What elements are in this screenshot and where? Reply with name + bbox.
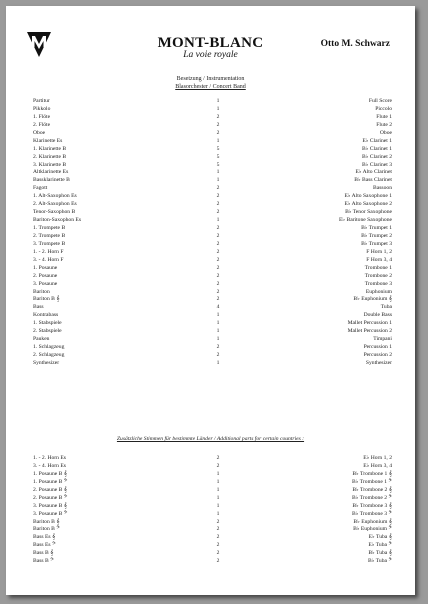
part-name-german: Bassklarinette B bbox=[33, 177, 70, 184]
part-count: 2 bbox=[216, 462, 220, 469]
part-name-german: 3. Trompete B bbox=[33, 240, 66, 247]
part-name-english: B♭ Trombone 3 𝄞 bbox=[352, 502, 392, 509]
part-count: 1 bbox=[216, 312, 220, 319]
part-row bbox=[33, 344, 392, 352]
part-name-english: Tuba bbox=[380, 304, 392, 311]
part-row bbox=[33, 511, 392, 519]
part-name-german: 1. Alt-Saxophon Es bbox=[33, 193, 77, 200]
part-name-german: Oboe bbox=[33, 129, 46, 136]
part-count: 1 bbox=[216, 494, 220, 501]
part-name-german: 2. Posaune bbox=[33, 272, 58, 279]
part-name-english: B♭ Bass Clarinet bbox=[354, 177, 392, 184]
part-name-english: B♭ Trumpet 1 bbox=[361, 225, 392, 231]
part-row bbox=[33, 122, 392, 130]
part-count: 1 bbox=[216, 486, 220, 493]
part-row bbox=[33, 130, 392, 138]
part-name-german: Klarinette Es bbox=[33, 137, 63, 144]
part-row bbox=[33, 217, 392, 225]
part-row bbox=[33, 328, 392, 336]
part-name-english: B♭ Trombone 2 𝄢 bbox=[352, 494, 392, 501]
part-name-english: B♭ Euphonium 𝄞 bbox=[353, 296, 392, 303]
part-count: 2 bbox=[216, 518, 220, 525]
part-count: 2 bbox=[216, 264, 220, 271]
part-name-english: E♭ Horn 3, 4 bbox=[363, 462, 392, 469]
part-count: 1 bbox=[216, 502, 220, 509]
part-count: 2 bbox=[216, 272, 220, 279]
part-name-english: B♭ Tenor Saxophone bbox=[345, 209, 392, 216]
part-count: 1 bbox=[216, 328, 220, 335]
part-name-german: 1. Posaune bbox=[33, 264, 58, 271]
part-name-english: B♭ Clarinet 3 bbox=[362, 161, 392, 168]
part-name-german: Bariton B 𝄞 bbox=[33, 518, 60, 525]
part-row bbox=[33, 471, 392, 479]
part-name-german: Tenor-Saxophon B bbox=[33, 209, 76, 216]
part-count: 5 bbox=[216, 145, 220, 152]
part-row bbox=[33, 495, 392, 503]
part-name-german: 1. Schlagzeug bbox=[33, 344, 65, 351]
part-name-german: 1. Klarinette B bbox=[33, 145, 67, 152]
part-name-german: Bass bbox=[33, 304, 44, 311]
part-count: 1 bbox=[216, 320, 220, 327]
part-count: 2 bbox=[216, 558, 220, 565]
part-count: 2 bbox=[216, 113, 220, 120]
part-name-german: Synthesizer bbox=[33, 359, 60, 366]
part-name-english: F Horn 3, 4 bbox=[366, 256, 392, 263]
part-row bbox=[33, 233, 392, 241]
part-name-german: Pikkolo bbox=[33, 105, 51, 112]
part-name-german: 1. - 2. Horn F bbox=[33, 248, 64, 255]
part-row bbox=[33, 296, 392, 304]
part-count: 2 bbox=[216, 352, 220, 358]
part-name-german: Bass B 𝄞 bbox=[33, 550, 54, 557]
part-row bbox=[33, 162, 392, 170]
part-name-english: B♭ Tuba 𝄞 bbox=[368, 550, 392, 557]
part-name-english: E♭ Clarinet 1 bbox=[362, 137, 392, 144]
part-count: 2 bbox=[216, 193, 220, 200]
part-name-german: Partitur bbox=[33, 98, 50, 104]
part-count: 2 bbox=[216, 129, 220, 136]
part-name-english: B♭ Trumpet 2 bbox=[361, 232, 392, 239]
part-count: 2 bbox=[216, 240, 220, 247]
part-count: 2 bbox=[216, 550, 220, 557]
part-row bbox=[33, 201, 392, 209]
part-count: 2 bbox=[216, 542, 220, 549]
part-name-german: 1. - 2. Horn Es bbox=[33, 455, 66, 461]
part-row bbox=[33, 138, 392, 146]
part-name-german: Bariton bbox=[33, 288, 50, 295]
part-row bbox=[33, 225, 392, 233]
part-name-english: E♭ Horn 1, 2 bbox=[363, 455, 392, 461]
part-count: 1 bbox=[216, 336, 220, 343]
additional-parts-heading: Zusätzliche Stimmen für bestimmte Länder / Additional parts for certain countries : bbox=[116, 436, 305, 442]
band-heading: Blasorchester / Concert Band bbox=[175, 84, 246, 90]
part-name-german: 2. Posaune B 𝄢 bbox=[33, 494, 68, 501]
part-row bbox=[33, 193, 392, 201]
part-name-english: Euphonium bbox=[365, 288, 392, 295]
part-name-german: 1. Flöte bbox=[33, 113, 51, 120]
part-count: 2 bbox=[216, 185, 220, 192]
part-count: 2 bbox=[216, 280, 220, 287]
part-row bbox=[33, 526, 392, 534]
part-name-english: Piccolo bbox=[375, 105, 392, 112]
part-name-german: Pauken bbox=[33, 336, 50, 343]
part-row bbox=[33, 534, 392, 542]
part-name-german: Altklarinette Es bbox=[33, 169, 69, 176]
part-row bbox=[33, 352, 392, 360]
part-name-german: 3. - 4. Horn F bbox=[33, 256, 64, 263]
part-name-german: 2. Stabspiele bbox=[33, 328, 62, 335]
part-count: 2 bbox=[216, 344, 220, 351]
part-name-german: 1. Posaune B 𝄢 bbox=[33, 478, 68, 485]
part-row bbox=[33, 336, 392, 344]
part-row bbox=[33, 558, 392, 566]
part-row bbox=[33, 265, 392, 273]
part-name-german: Bass Es 𝄢 bbox=[33, 542, 56, 549]
part-row bbox=[33, 312, 392, 320]
part-name-english: E♭ Alto Saxophone 2 bbox=[344, 201, 392, 208]
part-count: 2 bbox=[216, 209, 220, 216]
part-name-german: 3. Posaune bbox=[33, 280, 58, 287]
part-name-english: Trombone 1 bbox=[364, 264, 392, 271]
part-name-english: B♭ Trombone 1 𝄞 bbox=[352, 470, 392, 477]
part-name-english: Trombone 2 bbox=[364, 272, 392, 279]
part-row bbox=[33, 289, 392, 297]
part-row bbox=[33, 479, 392, 487]
part-count: 1 bbox=[216, 98, 220, 104]
score-page bbox=[6, 6, 415, 595]
part-count: 1 bbox=[216, 359, 220, 366]
part-row bbox=[33, 304, 392, 312]
part-name-german: Bariton B 𝄢 bbox=[33, 526, 60, 533]
instrumentation-heading: Besetzung / Instrumentation bbox=[176, 76, 245, 82]
part-count: 2 bbox=[216, 201, 220, 208]
part-name-german: 2. Klarinette B bbox=[33, 153, 67, 160]
part-name-english: Full Score bbox=[368, 98, 392, 104]
piece-title: MONT-BLANC bbox=[157, 35, 264, 51]
part-row bbox=[33, 320, 392, 328]
part-count: 1 bbox=[216, 478, 220, 485]
part-count: 2 bbox=[216, 455, 220, 461]
composer-name: Otto M. Schwarz bbox=[320, 39, 390, 49]
part-count: 2 bbox=[216, 248, 220, 255]
part-name-german: 3. Klarinette B bbox=[33, 161, 67, 168]
part-row bbox=[33, 360, 392, 368]
part-name-english: Trombone 3 bbox=[364, 280, 392, 287]
part-count: 2 bbox=[216, 256, 220, 263]
part-row bbox=[33, 463, 392, 471]
part-name-english: E♭ Baritone Saxophone bbox=[339, 217, 392, 224]
part-count: 4 bbox=[216, 304, 220, 311]
part-row bbox=[33, 177, 392, 185]
part-name-english: B♭ Clarinet 2 bbox=[362, 153, 392, 160]
part-name-english: Bassoon bbox=[373, 185, 392, 192]
part-row bbox=[33, 154, 392, 162]
part-count: 1 bbox=[216, 169, 220, 176]
part-row bbox=[33, 106, 392, 114]
part-count: 5 bbox=[216, 161, 220, 168]
part-name-english: B♭ Trombone 3 𝄢 bbox=[352, 510, 392, 517]
part-name-english: E♭ Alto Saxophone 1 bbox=[344, 193, 392, 200]
part-name-german: 1. Stabspiele bbox=[33, 320, 62, 327]
part-name-english: Flute 2 bbox=[376, 121, 392, 128]
part-name-german: 2. Trompete B bbox=[33, 232, 66, 239]
part-count: 2 bbox=[216, 296, 220, 303]
part-row bbox=[33, 281, 392, 289]
part-row bbox=[33, 241, 392, 249]
part-row bbox=[33, 146, 392, 154]
part-count: 2 bbox=[216, 534, 220, 541]
part-name-german: 2. Alt-Saxophon Es bbox=[33, 201, 77, 208]
part-name-english: B♭ Euphonium 𝄢 bbox=[353, 526, 392, 533]
part-name-german: Bass Es 𝄞 bbox=[33, 534, 56, 541]
part-row bbox=[33, 273, 392, 281]
part-name-german: 3. Posaune B 𝄢 bbox=[33, 510, 68, 517]
part-name-english: Double Bass bbox=[363, 312, 392, 319]
part-name-english: Synthesizer bbox=[365, 359, 392, 366]
part-name-english: F Horn 1, 2 bbox=[366, 248, 392, 255]
part-name-english: Oboe bbox=[379, 129, 392, 136]
part-row bbox=[33, 503, 392, 511]
part-name-english: B♭ Clarinet 1 bbox=[362, 145, 392, 152]
parts-list bbox=[33, 98, 392, 368]
part-name-english: Mallet Percussion 1 bbox=[347, 320, 392, 327]
additional-parts-list bbox=[33, 455, 392, 566]
part-count: 1 bbox=[216, 470, 220, 477]
part-name-german: 2. Flöte bbox=[33, 121, 51, 128]
part-name-english: Timpani bbox=[373, 336, 392, 343]
part-row bbox=[33, 114, 392, 122]
piece-subtitle: La voie royale bbox=[183, 50, 238, 60]
part-row bbox=[33, 98, 392, 106]
part-name-german: Fagott bbox=[33, 185, 48, 192]
part-count: 1 bbox=[216, 217, 220, 224]
part-row bbox=[33, 257, 392, 265]
part-row bbox=[33, 209, 392, 217]
part-row bbox=[33, 455, 392, 463]
part-count: 2 bbox=[216, 121, 220, 128]
part-name-german: 3. - 4. Horn Es bbox=[33, 462, 66, 469]
part-name-english: B♭ Trombone 2 𝄞 bbox=[352, 486, 392, 493]
part-name-english: B♭ Euphonium 𝄞 bbox=[353, 518, 392, 525]
part-name-english: B♭ Trumpet 3 bbox=[361, 240, 392, 247]
part-name-english: Mallet Percussion 2 bbox=[347, 328, 392, 335]
part-name-english: E♭ Tuba 𝄞 bbox=[368, 534, 392, 541]
part-row bbox=[33, 249, 392, 257]
part-row bbox=[33, 185, 392, 193]
part-row bbox=[33, 542, 392, 550]
part-name-german: 1. Posaune B 𝄞 bbox=[33, 470, 68, 477]
part-count: 1 bbox=[216, 105, 220, 112]
part-name-german: 1. Trompete B bbox=[33, 225, 66, 231]
part-name-german: Bariton B 𝄞 bbox=[33, 296, 60, 303]
part-count: 1 bbox=[216, 177, 220, 184]
part-name-english: Percussion 1 bbox=[363, 344, 392, 351]
part-name-german: 3. Posaune B 𝄞 bbox=[33, 502, 68, 509]
part-name-german: Kontrabass bbox=[33, 312, 59, 319]
part-count: 2 bbox=[216, 526, 220, 533]
part-name-english: B♭ Trombone 1 𝄢 bbox=[352, 478, 392, 485]
part-name-english: Flute 1 bbox=[376, 113, 392, 120]
part-row bbox=[33, 169, 392, 177]
part-count: 2 bbox=[216, 288, 220, 295]
part-name-english: Percussion 2 bbox=[363, 352, 392, 358]
part-name-german: 2. Posaune B 𝄞 bbox=[33, 486, 68, 493]
part-name-english: B♭ Tuba 𝄢 bbox=[368, 558, 392, 565]
part-row bbox=[33, 519, 392, 527]
part-name-german: Bass B 𝄢 bbox=[33, 558, 54, 565]
part-count: 2 bbox=[216, 225, 220, 231]
part-count: 5 bbox=[216, 153, 220, 160]
part-count: 1 bbox=[216, 510, 220, 517]
part-name-german: Bariton-Saxophon Es bbox=[33, 217, 82, 224]
part-name-german: 2. Schlagzeug bbox=[33, 352, 65, 358]
part-row bbox=[33, 550, 392, 558]
part-name-english: E♭ Tuba 𝄢 bbox=[368, 542, 392, 549]
part-name-english: E♭ Alto Clarinet bbox=[355, 169, 392, 176]
part-row bbox=[33, 487, 392, 495]
part-count: 2 bbox=[216, 232, 220, 239]
part-count: 1 bbox=[216, 137, 220, 144]
